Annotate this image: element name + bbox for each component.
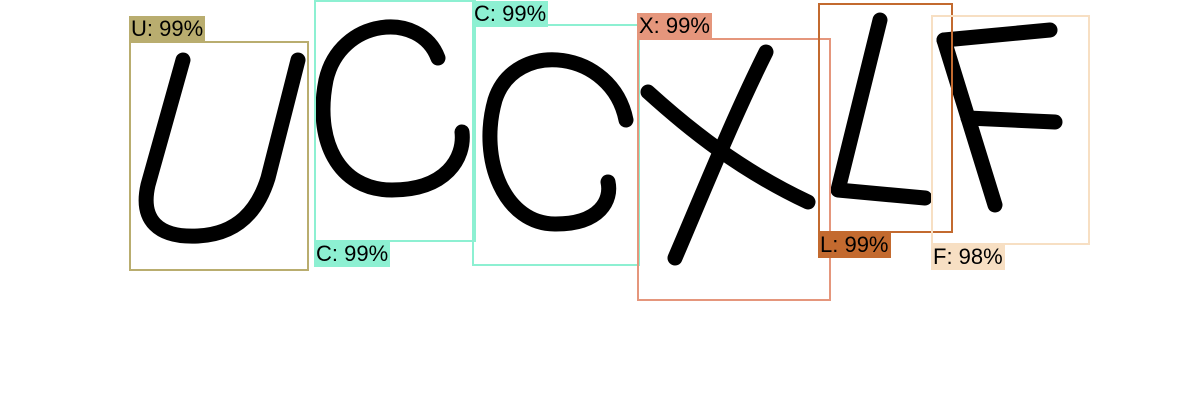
detection-label-l: L: 99%: [820, 232, 889, 257]
detection-box-c-2: [472, 24, 640, 266]
detection-label-f: F: 98%: [933, 244, 1003, 269]
detection-label-x: X: 99%: [639, 13, 710, 38]
detection-label-c-1: C: 99%: [316, 241, 389, 266]
detection-label-u: U: 99%: [131, 16, 204, 41]
detection-box-u: [129, 41, 309, 271]
detection-box-c-1: [314, 0, 476, 242]
detection-box-f: [931, 15, 1090, 245]
detection-box-x: [637, 38, 831, 301]
detection-label-c-2: C: 99%: [474, 1, 547, 26]
